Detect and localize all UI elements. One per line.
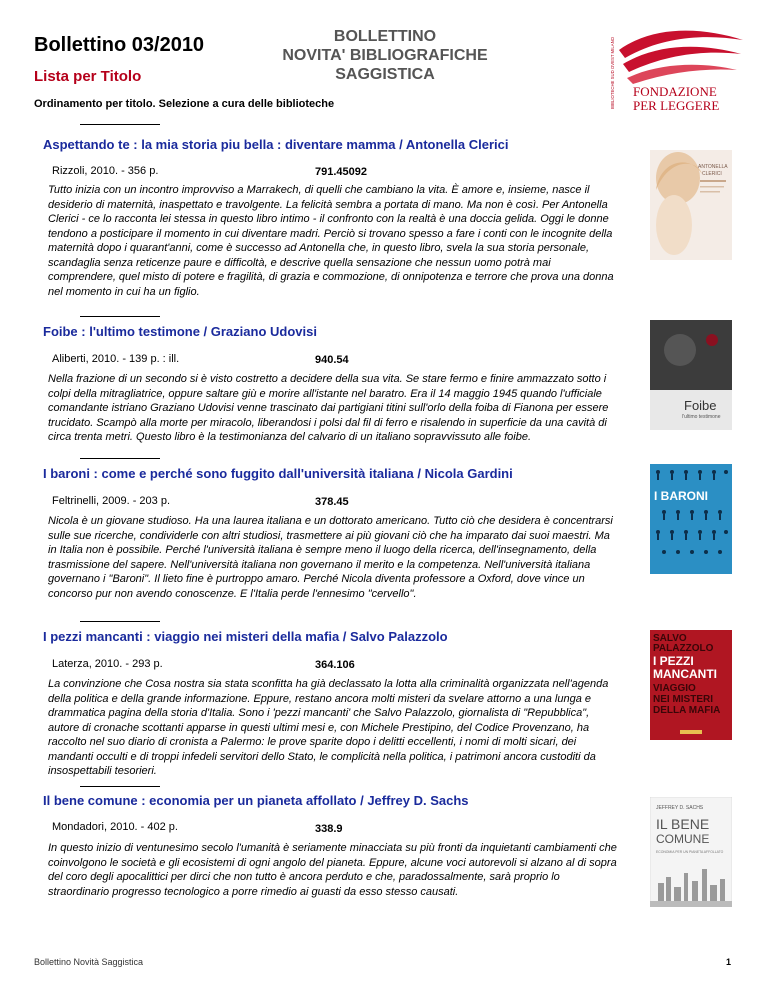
entry-publisher: Laterza, 2010. - 293 p.: [52, 658, 163, 670]
book-cover-i-pezzi-mancanti: [650, 630, 732, 740]
sorting-note: Ordinamento per titolo. Selezione a cura delle biblioteche: [34, 98, 335, 110]
entry-title[interactable]: I baroni : come e perché sono fuggito dall'università italiana / Nicola Gardini: [43, 466, 513, 481]
entry-abstract: Tutto inizia con un incontro improvviso a Marrakech, di quelli che cambiano la vita. È amore e, insieme, nasce il desiderio di maternità, inaspettato e travolgente. La felicità sembra a portata di mano. Ma non è così. Per Antonella Clerici - ce lo racconta lei stessa in questo libro intimo - il confronto con la realtà è una doccia gelida. Oggi le donne tendono a posticipare il momento in cui diventare madri. Perciò si trovano spesso a fare i conti con le incognite della maternità dopo i quarant'anni, come è successo ad Antonella che, in questo libro, svela la sua storia personale, scandaglia senza reticenze paure e difficoltà, e descrive quella sensazione che nessun uomo potrà mai comprendere, quel misto di potere e fragilità, di grazia e commozione, di onnipotenza e terrore che prova una donna nel momento in cui ha un figlio.: [48, 184, 614, 298]
page-number: 1: [726, 957, 732, 967]
entry-publisher: Aliberti, 2010. - 139 p. : ill.: [52, 353, 180, 365]
cover-title: I BARONI: [654, 489, 708, 503]
cover-title-2: MANCANTI: [653, 667, 717, 681]
entry-title[interactable]: Foibe : l'ultimo testimone / Graziano Udovisi: [43, 324, 317, 339]
entry-divider: [80, 458, 160, 459]
cover-author-2: CLERICI: [702, 171, 722, 177]
heading-line-1: BOLLETTINO: [333, 28, 437, 45]
entry-divider: [80, 124, 160, 125]
entry-divider: [80, 621, 160, 622]
entry-title[interactable]: Il bene comune : economia per un pianeta affollato / Jeffrey D. Sachs: [43, 793, 469, 808]
entry-abstract: Nicola è un giovane studioso. Ha una laurea italiana e un dottorato americano. Tutto ciò che desidera è concentrarsi sulle sue ricerche, condividerle con altri studiosi, trasmettere ai più giovani ciò che ha imparato dai suoi maestri. Ma in Italia non è possibile. Perché l'università italiana è sempre meno il luogo della ricerca, dell'insegnamento, della trasmissione del sapere. Nell'università italiana non governano il merito e la competenza. Nell'università italiana governano i "Baroni". Il lieto fine è purtroppo amaro. Perché Nicola diventa professore a Oxford, dove vince un concorso pur non avendo conoscenze. E l'Italia perde l'ennesimo "cervello".: [48, 515, 613, 600]
cover-sub-1: VIAGGIO: [653, 683, 696, 694]
fondazione-logo: [605, 24, 745, 114]
entry-publisher: Mondadori, 2010. - 402 p.: [52, 821, 178, 833]
footer-text: Bollettino Novità Saggistica: [34, 957, 144, 967]
cover-title-1: IL BENE: [656, 816, 710, 832]
heading-line-3: SAGGISTICA: [335, 66, 435, 83]
cover-sub-3: DELLA MAFIA: [653, 705, 721, 716]
cover-author: JEFFREY D. SACHS: [656, 805, 704, 811]
cover-author-2: PALAZZOLO: [653, 643, 714, 654]
list-type-title: Lista per Titolo: [34, 68, 142, 85]
cover-author: ANTONELLA: [698, 164, 728, 170]
cover-subtitle: l'ultimo testimone: [682, 414, 721, 420]
bulletin-title: Bollettino 03/2010: [34, 34, 205, 56]
entry-divider: [80, 316, 160, 317]
book-cover-i-baroni: [650, 464, 732, 574]
entry-abstract: In questo inizio di ventunesimo secolo l'umanità è seriamente minacciata su più fronti da inquietanti cambiamenti che coinvolgono le società e gli ecosistemi di ogni angolo del pianeta. Eppure, alcune voci autorevoli si alzano al di sopra del coro degli apocalittici per dirci che non tutto è ancora perduto e che, paradossalmente, sarà proprio lo straordinario progresso tecnologico a porre rimedio ai guasti da esso stesso causati.: [48, 842, 617, 898]
entry-classification: 364.106: [315, 659, 355, 671]
cover-title-1: I PEZZI: [653, 654, 694, 668]
entry-title[interactable]: I pezzi mancanti : viaggio nei misteri della mafia / Salvo Palazzolo: [43, 629, 448, 644]
entry-classification: 338.9: [315, 823, 343, 835]
entry-abstract: Nella frazione di un secondo si è visto costretto a decidere della sua vita. Se stare fermo e finire ammazzato sotto i colpi della mitragliatrice, oppure saltare giù e morire all'istante nel baratro. Era il 14 maggio 1945 quando l'ufficiale comandante istriano Graziano Udovisi venne trascinato dai partigiani titini sull'orlo della foiba di Fianona per essere trucidato. Scampò alla morte per miracolo, liberandosi i polsi dal fil di ferro e risalendo in superficie da una cavità di circa trenta metri. Questo libro è la testimonianza del calvario di un italiano sopravvissuto alle foibe.: [48, 373, 609, 443]
entry-publisher: Feltrinelli, 2009. - 203 p.: [52, 495, 171, 507]
logo-vertical-text: BIBLIOTECHE SUD OVEST MILANO: [610, 36, 615, 109]
book-cover-aspettando-te: [650, 150, 732, 260]
entry-classification: 791.45092: [315, 166, 367, 178]
center-heading: [240, 27, 530, 84]
cover-subtitle: ECONOMIA PER UN PIANETA AFFOLLATO: [656, 850, 724, 854]
entry-classification: 378.45: [315, 496, 349, 508]
entry-title[interactable]: Aspettando te : la mia storia piu bella : diventare mamma / Antonella Clerici: [43, 137, 509, 152]
cover-author: SALVO: [653, 633, 687, 644]
cover-title-2: COMUNE: [656, 832, 710, 846]
book-cover-foibe: [650, 320, 732, 430]
entry-publisher: Rizzoli, 2010. - 356 p.: [52, 165, 159, 177]
logo-text-2: PER LEGGERE: [633, 98, 720, 113]
entry-abstract: La convinzione che Cosa nostra sia stata sconfitta ha già declassato la lotta alla criminalità organizzata nell'agenda della politica e della grande informazione. Eppure, restano ancora molti misteri da svelare attorno a una lunga e drammatica pagina della storia d'Italia. Sono i 'pezzi mancanti' che Salvo Palazzolo, giornalista di "Repubblica", autore di cronache scottanti apparse in questi ultimi mesi e, con Michele Prestipino, del Codice Provenzano, ha raccolto nel suo diario di cronista a Palermo: le prove sparite dopo i delitti eccellenti, i nomi di molti sicari, dei mandanti occulti e di troppi infedeli servitori dello Stato, le complicità nella politica, i patrimoni ancora custoditi da insospettabili tesorieri.: [48, 678, 609, 777]
entry-classification: 940.54: [315, 354, 349, 366]
logo-swoosh-3: [627, 65, 737, 84]
heading-line-2: NOVITA' BIBLIOGRAFICHE: [282, 47, 488, 64]
logo-text-1: FONDAZIONE: [633, 84, 717, 99]
entry-divider: [80, 786, 160, 787]
book-cover-il-bene-comune: [650, 797, 732, 907]
cover-sub-2: NEI MISTERI: [653, 694, 714, 705]
cover-title: Foibe: [684, 398, 717, 413]
